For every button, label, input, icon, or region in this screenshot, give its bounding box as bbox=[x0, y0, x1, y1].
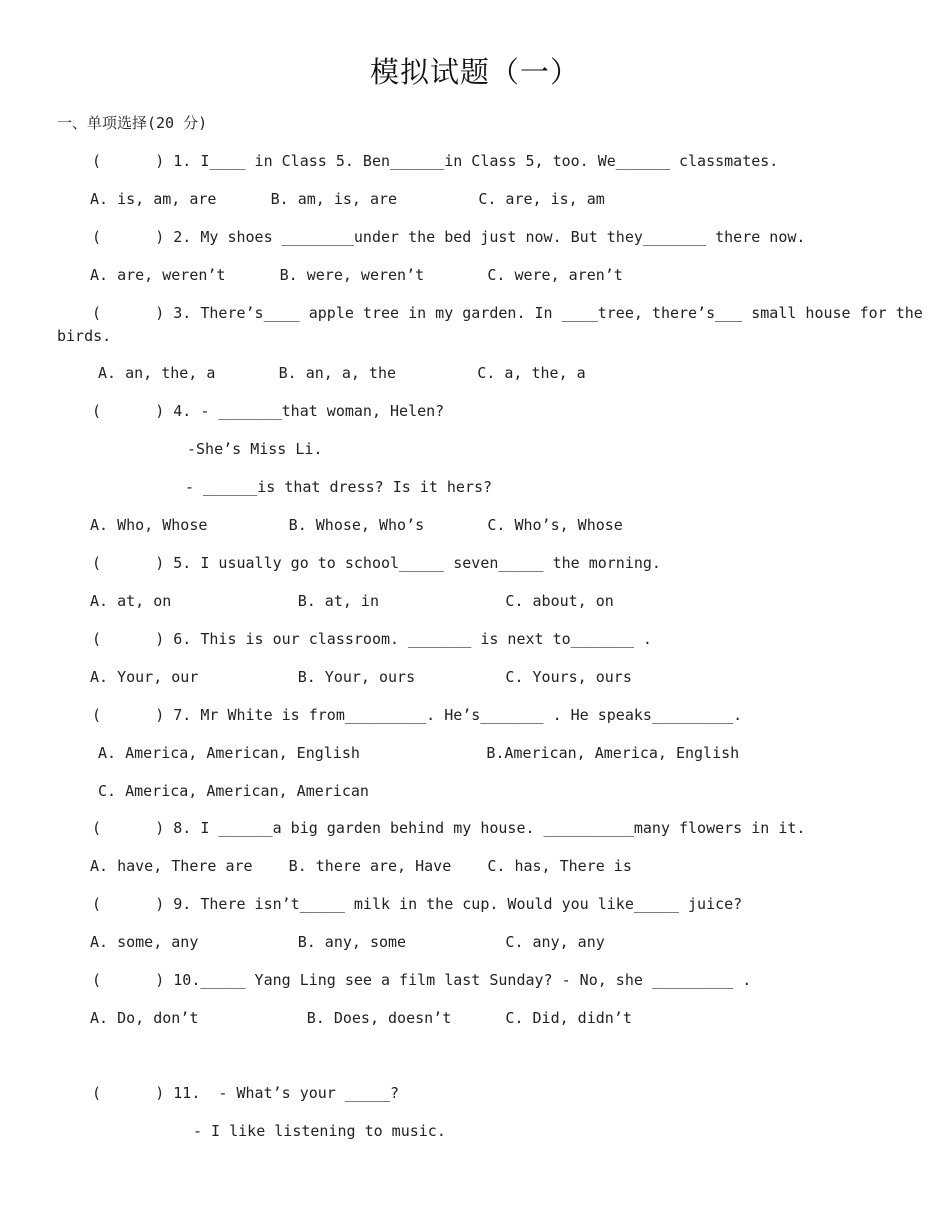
question-4-dialogue-1: -She’s Miss Li. bbox=[187, 440, 323, 458]
question-11: ( ) 11. - What’s your _____? bbox=[92, 1084, 400, 1102]
question-9: ( ) 9. There isn’t_____ milk in the cup. Would you like_____ juice? bbox=[92, 895, 743, 913]
options-7-row-1: A. America, American, English B.American, America, English bbox=[98, 744, 740, 762]
options-5: A. at, on B. at, in C. about, on bbox=[90, 592, 614, 610]
options-9: A. some, any B. any, some C. any, any bbox=[90, 933, 605, 951]
question-3: ( ) 3. There’s____ apple tree in my garden. In ____tree, there’s___ small house for the bbox=[92, 304, 923, 322]
question-7: ( ) 7. Mr White is from_________. He’s_______ . He speaks_________. bbox=[92, 706, 743, 724]
section-heading: 一、单项选择(20 分) bbox=[57, 114, 208, 132]
options-2: A. are, weren’t B. were, weren’t C. were, aren’t bbox=[90, 266, 623, 284]
question-6: ( ) 6. This is our classroom. _______ is next to_______ . bbox=[92, 630, 652, 648]
options-3: A. an, the, a B. an, a, the C. a, the, a bbox=[98, 364, 586, 382]
question-1: ( ) 1. I____ in Class 5. Ben______in Class 5, too. We______ classmates. bbox=[92, 152, 779, 170]
page-title: 模拟试题（一） bbox=[369, 55, 580, 89]
options-7-row-2: C. America, American, American bbox=[98, 782, 369, 800]
options-8: A. have, There are B. there are, Have C. has, There is bbox=[90, 857, 632, 875]
question-5: ( ) 5. I usually go to school_____ seven_____ the morning. bbox=[92, 554, 661, 572]
question-10: ( ) 10._____ Yang Ling see a film last Sunday? - No, she _________ . bbox=[92, 971, 752, 989]
options-4: A. Who, Whose B. Whose, Who’s C. Who’s, Whose bbox=[90, 516, 623, 534]
question-8: ( ) 8. I ______a big garden behind my house. __________many flowers in it. bbox=[92, 819, 806, 837]
question-4-dialogue-2: - ______is that dress? Is it hers? bbox=[185, 478, 493, 496]
options-1: A. is, am, are B. am, is, are C. are, is, am bbox=[90, 190, 605, 208]
options-10: A. Do, don’t B. Does, doesn’t C. Did, didn’t bbox=[90, 1009, 632, 1027]
question-3-continuation: birds. bbox=[57, 327, 112, 345]
question-4: ( ) 4. - _______that woman, Helen? bbox=[92, 402, 445, 420]
question-2: ( ) 2. My shoes ________under the bed just now. But they_______ there now. bbox=[92, 228, 806, 246]
options-6: A. Your, our B. Your, ours C. Yours, ours bbox=[90, 668, 632, 686]
question-11-dialogue: - I like listening to music. bbox=[193, 1122, 446, 1140]
